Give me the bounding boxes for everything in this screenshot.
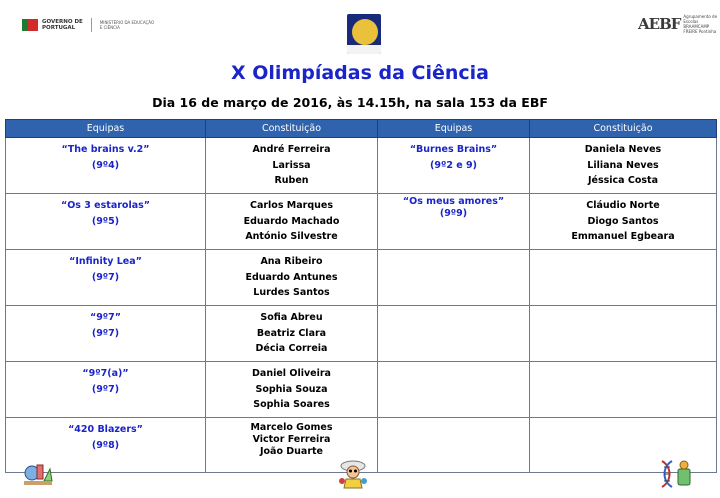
- team-name: “The brains v.2”: [61, 144, 150, 155]
- team-name: “Infinity Lea”: [69, 256, 142, 267]
- member-name: Sophia Souza: [255, 383, 328, 395]
- empty-cell: [378, 306, 530, 362]
- table-row: [6, 362, 717, 418]
- member-name: Daniel Oliveira: [252, 368, 331, 379]
- member-name: Eduardo Machado: [243, 215, 340, 227]
- team-name: “Os meus amores”: [402, 196, 505, 207]
- team-name: “420 Blazers”: [68, 424, 143, 435]
- member-name: Ana Ribeiro: [260, 256, 323, 267]
- empty-cell: [530, 250, 717, 306]
- team-cell: [6, 306, 206, 362]
- empty-cell: [378, 250, 530, 306]
- member-name: Carlos Marques: [249, 200, 334, 211]
- member-name: Daniela Neves: [584, 144, 662, 155]
- government-logo: [22, 18, 154, 32]
- empty-cell: [378, 418, 530, 473]
- team-class: (9º8): [91, 439, 120, 451]
- teams-table: [5, 119, 717, 473]
- member-name: Beatriz Clara: [256, 327, 327, 339]
- team-class: (9º7): [91, 271, 120, 283]
- member-name: Sofia Abreu: [260, 312, 323, 323]
- members-cell: [206, 306, 378, 362]
- olympiad-logo-icon: [347, 14, 381, 54]
- members-cell: [530, 194, 717, 250]
- team-name: “9º7”: [89, 312, 122, 323]
- member-name: João Duarte: [259, 446, 324, 457]
- members-cell: [206, 362, 378, 418]
- page-title: X Olimpíadas da Ciência: [230, 62, 490, 84]
- members-cell: [206, 138, 378, 194]
- school-logo-text: AEBF: [638, 15, 681, 33]
- empty-cell: [378, 362, 530, 418]
- portugal-flag-icon: [22, 19, 38, 31]
- team-name: “Burnes Brains”: [409, 144, 498, 155]
- page-subtitle: Dia 16 de março de 2016, às 14.15h, na sala 153 da EBF: [152, 95, 548, 110]
- member-name: Larissa: [272, 159, 311, 171]
- member-name: André Ferreira: [252, 144, 331, 155]
- team-class: (9º7): [91, 327, 120, 339]
- members-cell: [206, 250, 378, 306]
- dna-science-icon: [658, 459, 694, 489]
- science-cartoon-icon: [22, 459, 54, 487]
- team-class: (9º5): [91, 215, 120, 227]
- mad-scientist-icon: [336, 459, 370, 489]
- member-name: Diogo Santos: [587, 215, 659, 227]
- member-name: Sophia Soares: [253, 399, 330, 410]
- member-name: Lurdes Santos: [253, 287, 330, 298]
- school-logo-subtext: Agrupamento de Escolas BRAAMCAMP FREIRE Pontinha: [683, 14, 718, 34]
- school-logo: [638, 14, 720, 34]
- member-name: Cláudio Norte: [586, 200, 660, 211]
- member-name: Décia Correia: [255, 343, 328, 354]
- column-header-teams: Equipas: [6, 120, 206, 138]
- table-row: [6, 306, 717, 362]
- table-row: [6, 194, 717, 250]
- member-name: Marcelo Gomes: [250, 422, 333, 433]
- member-name: Emmanuel Egbeara: [571, 231, 675, 242]
- member-name: António Silvestre: [245, 231, 338, 242]
- team-cell: [6, 138, 206, 194]
- team-name: “Os 3 estarolas”: [60, 200, 151, 211]
- table-header-row: [6, 120, 717, 138]
- team-cell: [6, 250, 206, 306]
- page-header: [0, 0, 720, 60]
- team-name: “9º7(a)”: [82, 368, 129, 379]
- logo-divider: [91, 18, 92, 32]
- team-class: (9º4): [91, 159, 120, 171]
- member-name: Liliana Neves: [587, 159, 659, 171]
- ministry-line2: E CIÊNCIA: [99, 25, 120, 30]
- column-header-members: Constituição: [530, 120, 717, 138]
- member-name: Ruben: [274, 175, 309, 186]
- team-class: (9º9): [439, 208, 468, 219]
- ministry-line1: MINISTÉRIO DA EDUCAÇÃO: [99, 20, 155, 25]
- team-cell: [6, 362, 206, 418]
- column-header-members: Constituição: [206, 120, 378, 138]
- gov-logo-line2: PORTUGAL: [42, 25, 76, 31]
- team-cell: [378, 194, 530, 250]
- empty-cell: [530, 306, 717, 362]
- member-name: Victor Ferreira: [252, 434, 331, 445]
- gov-logo-line1: GOVERNO DE: [42, 19, 83, 25]
- team-cell: [378, 138, 530, 194]
- empty-cell: [530, 362, 717, 418]
- members-cell: [206, 194, 378, 250]
- table-row: [6, 250, 717, 306]
- team-cell: [6, 194, 206, 250]
- member-name: Eduardo Antunes: [245, 271, 338, 283]
- table-row: [6, 138, 717, 194]
- member-name: Jéssica Costa: [588, 175, 658, 186]
- members-cell: [530, 138, 717, 194]
- column-header-teams: Equipas: [378, 120, 530, 138]
- team-class: (9º7): [91, 383, 120, 395]
- team-class: (9º2 e 9): [430, 159, 477, 171]
